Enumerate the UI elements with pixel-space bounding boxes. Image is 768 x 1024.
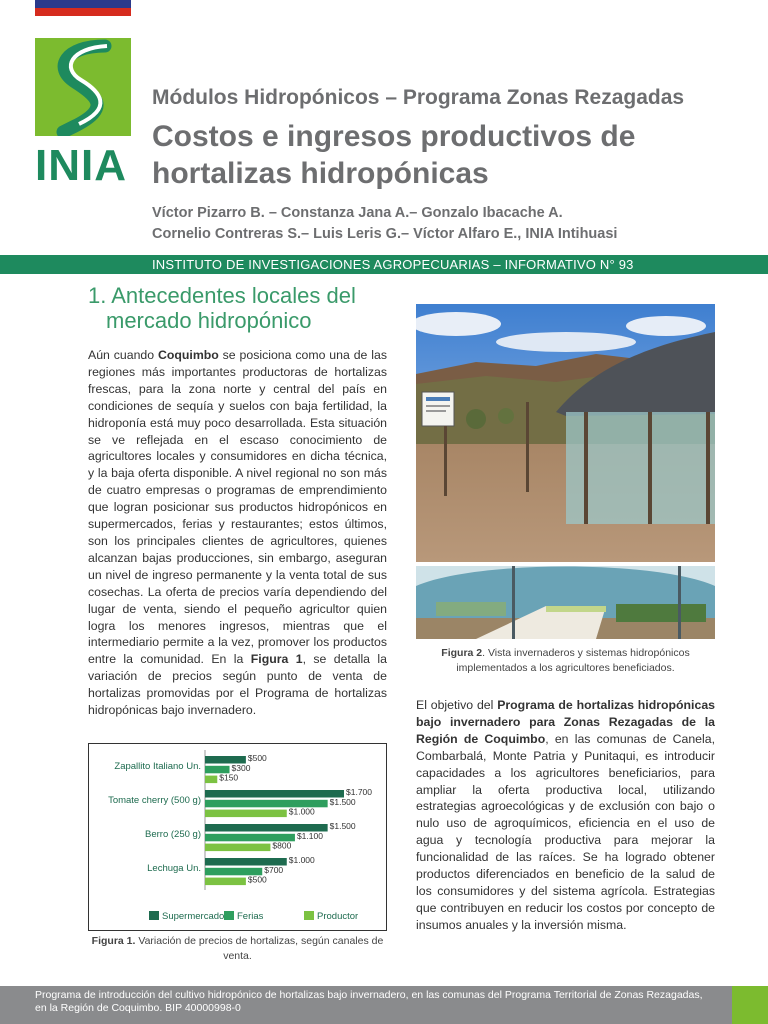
data-label: $500 xyxy=(247,874,267,885)
inia-logo xyxy=(35,38,131,190)
data-label: $1.100 xyxy=(296,830,323,841)
data-label: $700 xyxy=(264,864,284,875)
text-run: , en las comunas de Canela, Combarbalá, Monte Patria y Punitaqui, es introducir capacidades a los agricultores beneficiarios, para ampliar la oferta productiva local, utilizando estrategias agroecológicas y de exclusión con bajo o nulo uso de agroquímicos, eficiencia en el uso de agua y tecnología productiva para mejorar la funcionalidad de las raíces. Se ha logrado obtener productos diferenciados en beneficio de la salud de los consumidores y del sistema agrícola. Estrategias que contribuyen en reducir los costos por concepto de insumos anuales y la inversión misma. xyxy=(416,731,715,932)
text-run: , se detalla la variación de precios según punto de venta de hortalizas promovidas por el Programa de hortalizas hidropónicas bajo invernadero. xyxy=(88,652,387,718)
data-label: $500 xyxy=(247,753,267,763)
data-label: $1.500 xyxy=(329,821,356,831)
greenhouse-photo xyxy=(416,304,715,562)
body-text-left xyxy=(88,347,387,719)
text-bold-run: Coquimbo xyxy=(157,348,219,362)
data-label: $150 xyxy=(219,772,239,783)
data-label: $800 xyxy=(272,840,292,851)
series-subtitle: Módulos Hidropónicos – Programa Zonas Rezagadas xyxy=(152,86,685,109)
footer-bar xyxy=(0,986,732,1024)
greenhouse-interior-photo xyxy=(416,566,715,639)
authors xyxy=(152,203,617,245)
legend-swatch xyxy=(304,911,314,920)
category-label: Berro (250 g) xyxy=(145,829,201,840)
text-run: se posiciona como una de las regiones más importantes productoras de hortalizas frescas, para la zona norte y central del país en condiciones de sequía y suelos con baja fertilidad, la hidroponía está muy poco desarrollada. Esta situación se ve reflejada en el escaso conocimiento de agricultores locales y consumidores en dicha técnica, y la baja oferta disponible. A nivel regional no son más de cuatro empresas o programas de emprendimiento que logran posicionar sus productos hidropónicos en supermercados, ferias y restaurantes; estos últimos, son los principales clientes de agricultores, quienes alcanzan bajas producciones, sin embargo, aseguran un nivel de ingreso permanente y la venta total de sus cosechas. La oferta de precios varía dependiendo del lugar de venta, siendo el pequeño agricultor quien logra los menores ingresos, mientras que el intermediario permite a la vez, promover los productos entre la comunidad. En la xyxy=(88,348,387,667)
figure-2-caption xyxy=(416,646,715,676)
section-title-line-1: 1. Antecedentes locales del xyxy=(88,283,356,308)
data-label: $1.000 xyxy=(288,855,315,865)
body-text-right xyxy=(416,697,715,934)
bar xyxy=(205,844,270,852)
data-label: $1.700 xyxy=(346,787,372,797)
category-label: Zapallito Italiano Un. xyxy=(114,761,201,772)
footer-accent xyxy=(732,986,768,1024)
text-bold-run: Programa de hortalizas hidropónicas bajo invernadero para Zonas Rezagadas de la Región de Coquimbo xyxy=(416,698,715,746)
data-label: $1.500 xyxy=(329,796,356,807)
chart-canvas xyxy=(89,744,386,930)
category-label: Lechuga Un. xyxy=(147,863,201,874)
caption-label: Figura 2 xyxy=(441,647,483,659)
page-title: Costos e ingresos productivos de hortalizas hidropónicas xyxy=(152,120,636,190)
caption-label: Figura 1. xyxy=(91,935,136,947)
bar xyxy=(205,790,344,798)
section-title xyxy=(88,283,398,333)
section-title-line-2: mercado hidropónico xyxy=(106,308,312,333)
legend-label: Productor xyxy=(317,911,359,922)
legend-swatch xyxy=(149,911,159,920)
figure-1-caption xyxy=(88,934,387,964)
text-bold-run: Figura 1 xyxy=(250,652,303,667)
legend-label: Ferias xyxy=(237,911,264,922)
price-bar-chart xyxy=(88,743,387,931)
bar xyxy=(205,776,217,784)
data-label: $300 xyxy=(231,762,251,773)
institute-band xyxy=(0,255,768,274)
authors-line-1: Víctor Pizarro B. – Constanza Jana A.– Gonzalo Ibacache A. xyxy=(152,205,563,221)
data-label: $1.000 xyxy=(288,806,315,817)
text-run: El objetivo del xyxy=(416,698,498,712)
caption-text: Variación de precios de hortalizas, según canales de venta. xyxy=(135,935,384,962)
legend-label: Supermercado xyxy=(162,911,225,922)
bar xyxy=(205,810,287,818)
category-label: Tomate cherry (500 g) xyxy=(108,795,201,806)
legend-swatch xyxy=(224,911,234,920)
bar xyxy=(205,878,246,886)
caption-text: . Vista invernaderos y sistemas hidropónicos implementados a los agricultores beneficiados. xyxy=(456,647,690,674)
footer-text: Programa de introducción del cultivo hidropónico de hortalizas bajo invernadero, en las comunas del Programa Territorial de Zonas Rezagadas, en la Región de Coquimbo. BIP 40000998-0 xyxy=(35,989,703,1014)
institute-band-text: INSTITUTO DE INVESTIGACIONES AGROPECUARIAS – INFORMATIVO N° 93 xyxy=(152,257,634,272)
logo-wordmark: INIA xyxy=(35,141,127,190)
text-run: Aún cuando xyxy=(88,348,158,362)
authors-line-2: Cornelio Contreras S.– Luis Leris G.– Víctor Alfaro E., INIA Intihuasi xyxy=(152,226,618,242)
chile-flag-stripe xyxy=(35,0,131,16)
